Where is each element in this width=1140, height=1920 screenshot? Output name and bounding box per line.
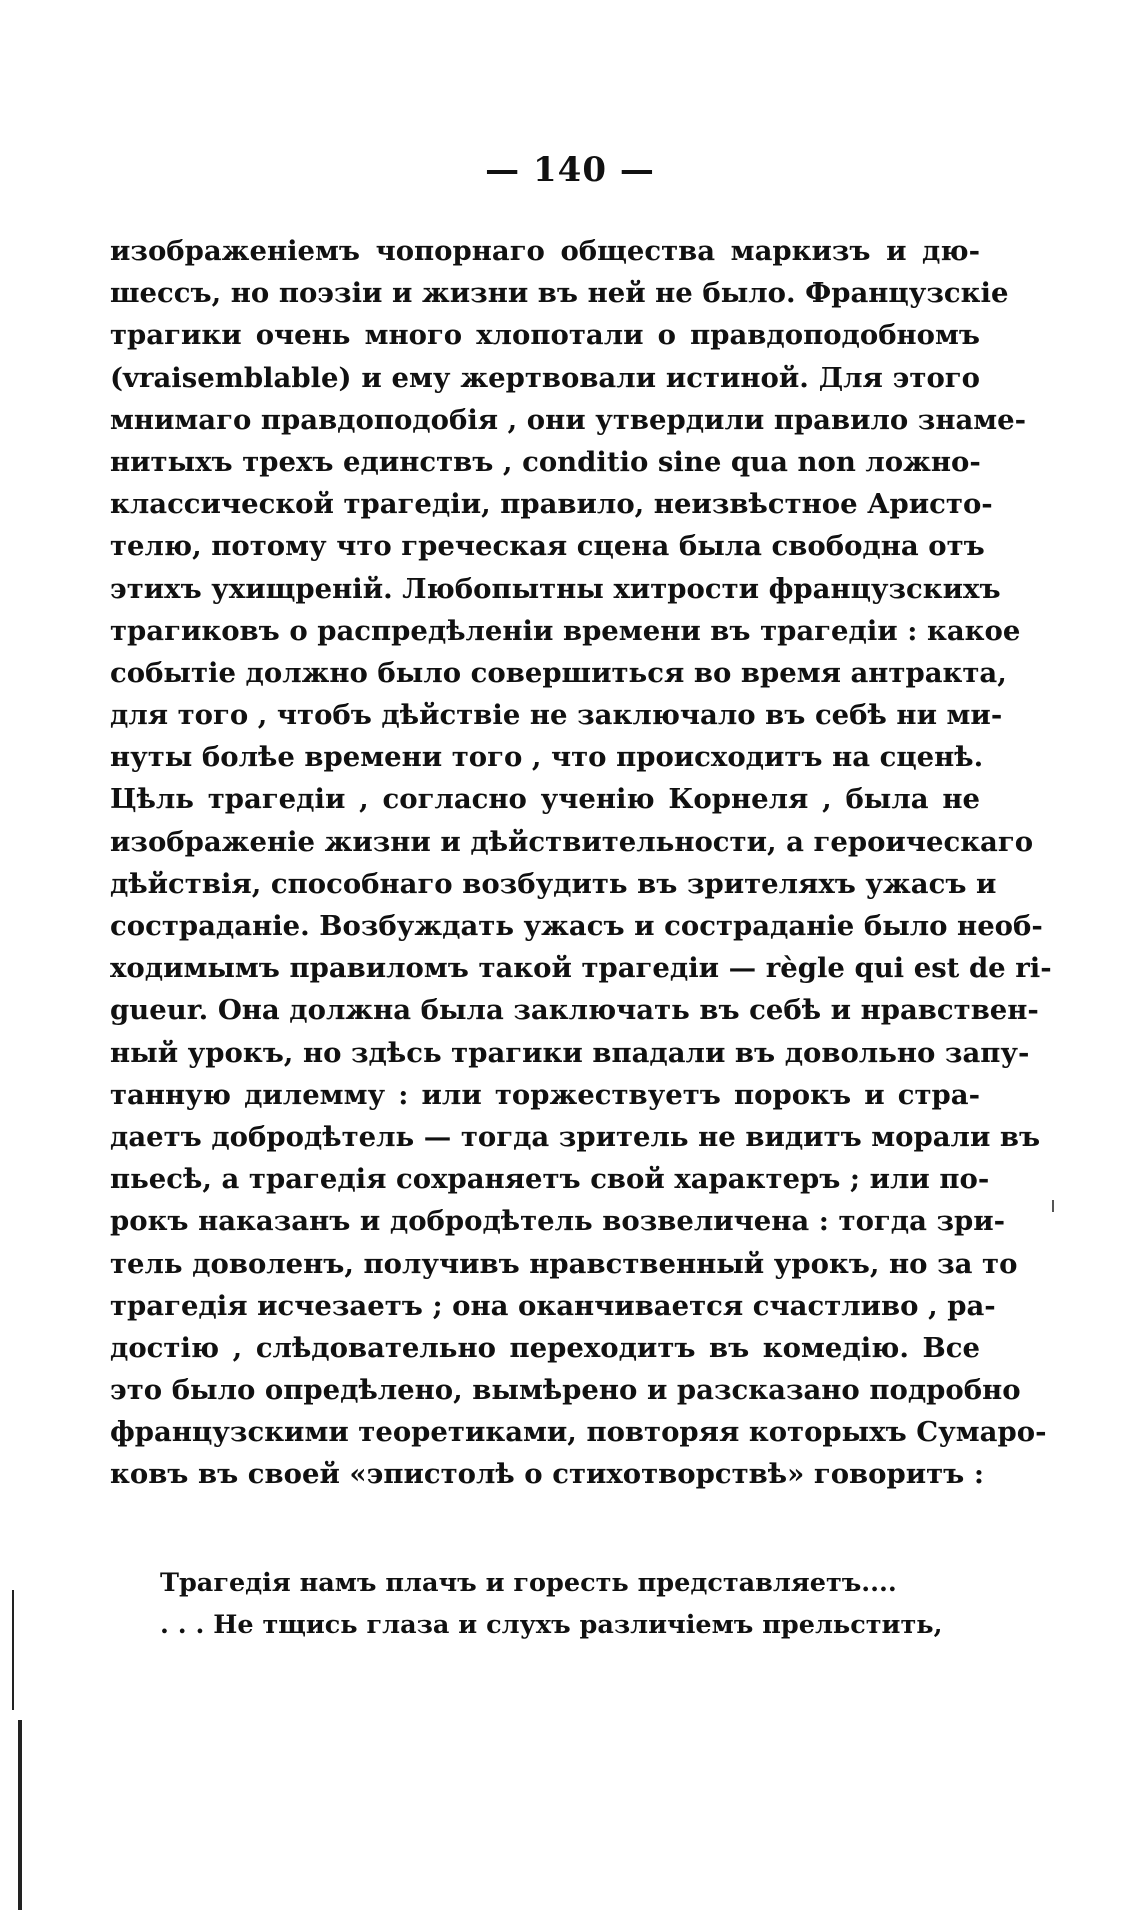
verse-line: Трагедія намъ плачъ и горесть представляетъ.... (160, 1568, 897, 1598)
text-line: нуты болѣе времени того , что происходитъ на сценѣ. (110, 741, 984, 774)
text-line: нитыхъ трехъ единствъ , conditio sine qua non ложно- (110, 445, 981, 478)
text-line: танную дилемму : или торжествуетъ порокъ и стра- (110, 1078, 980, 1111)
text-line: телю, потому что греческая сцена была свободна отъ (110, 530, 985, 563)
text-line: трагедія исчезаетъ ; она оканчивается счастливо , ра- (110, 1289, 996, 1322)
text-line: это было опредѣлено, вымѣрено и разсказано подробно (110, 1374, 1021, 1407)
scan-edge-mark (18, 1720, 22, 1910)
text-line: даетъ добродѣтель — тогда зритель не видитъ морали въ (110, 1120, 1041, 1153)
text-line: изображеніемъ чопорнаго общества маркизъ и дю- (110, 235, 980, 267)
text-line: Цѣль трагедіи , согласно ученію Корнеля , была не (110, 783, 980, 816)
text-line: шессъ, но поэзіи и жизни въ ней не было. Французскіе (110, 277, 1009, 310)
text-line: gueur. Она должна была заключать въ себѣ и нравствен- (110, 994, 1039, 1027)
text-line: мнимаго правдоподобія , они утвердили правило знаме- (110, 403, 1027, 436)
text-line: классической трагедіи, правило, неизвѣстное Аристо- (110, 488, 993, 521)
verse-line: . . . Не тщись глаза и слухъ различіемъ прельстить, (160, 1610, 943, 1640)
scan-dust-mark (1052, 1200, 1054, 1212)
text-line: (vraisemblable) и ему жертвовали истиной. Для этого (110, 361, 980, 394)
text-line: событіе должно было совершиться во время антракта, (110, 656, 1007, 689)
text-line: трагиковъ о распредѣленіи времени въ трагедіи : какое (110, 614, 1021, 647)
scan-edge-mark (12, 1590, 14, 1710)
text-line: трагики очень много хлопотали о правдоподобномъ (110, 319, 980, 352)
body-text (110, 230, 1052, 1496)
page-number: — 140 — (485, 150, 655, 190)
text-line: состраданіе. Возбуждать ужасъ и состраданіе было необ- (110, 910, 1043, 942)
text-line: французскими теоретиками, повторяя которыхъ Сумаро- (110, 1416, 1047, 1449)
verse-quote (160, 1562, 960, 1646)
text-line: достію , слѣдовательно переходитъ въ комедію. Все (110, 1331, 980, 1364)
text-line: пьесѣ, а трагедія сохраняетъ свой характеръ ; или по- (110, 1163, 990, 1196)
text-line: ходимымъ правиломъ такой трагедіи — règle qui est de ri- (110, 952, 1052, 985)
text-line: ный урокъ, но здѣсь трагики впадали въ довольно запу- (110, 1036, 1030, 1069)
text-line: изображеніе жизни и дѣйствительности, а героическаго (110, 825, 1034, 858)
text-line: рокъ наказанъ и добродѣтель возвеличена : тогда зри- (110, 1205, 1006, 1238)
text-line: ковъ въ своей «эпистолѣ о стихотворствѣ» говоритъ : (110, 1458, 984, 1491)
text-line: для того , чтобъ дѣйствіе не заключало въ себѣ ни ми- (110, 699, 1003, 732)
text-line: тель доволенъ, получивъ нравственный урокъ, но за то (110, 1247, 1018, 1280)
text-line: дѣйствія, способнаго возбудить въ зрителяхъ ужасъ и (110, 867, 997, 900)
text-line: этихъ ухищреній. Любопытны хитрости французскихъ (110, 572, 1001, 605)
